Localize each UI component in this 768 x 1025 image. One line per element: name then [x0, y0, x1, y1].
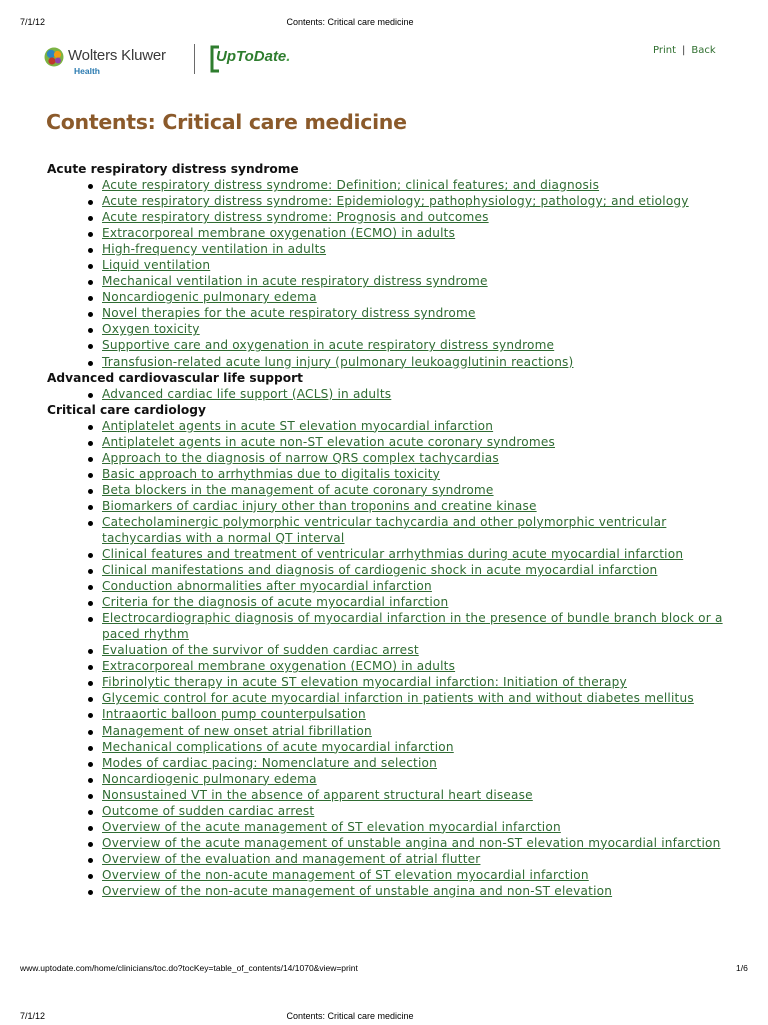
topic-link[interactable]: Novel therapies for the acute respiratory distress syndrome [102, 306, 476, 321]
wolters-kluwer-globe-icon [44, 47, 64, 67]
list-item [102, 450, 747, 466]
list-item [102, 209, 747, 225]
topic-link[interactable]: Extracorporeal membrane oxygenation (ECMO) in adults [102, 226, 456, 241]
topic-link[interactable]: Noncardiogenic pulmonary edema [102, 290, 317, 305]
list-item [102, 386, 747, 402]
list-item [102, 739, 747, 755]
topic-link[interactable]: Conduction abnormalities after myocardial infarction [102, 579, 432, 594]
topic-link[interactable]: Advanced cardiac life support (ACLS) in adults [102, 386, 392, 401]
print-header-bottom [0, 1011, 768, 1025]
topic-link[interactable]: Oxygen toxicity [102, 322, 200, 337]
list-item [102, 658, 747, 674]
topic-link[interactable]: High-frequency ventilation in adults [102, 242, 327, 257]
list-item [102, 177, 747, 193]
list-item [102, 241, 747, 257]
list-item [102, 787, 747, 803]
topic-link[interactable]: Acute respiratory distress syndrome: Definition; clinical features; and diagnosis [102, 178, 600, 192]
list-item [102, 867, 747, 883]
topic-link[interactable]: Acute respiratory distress syndrome: Epidemiology; pathophysiology; pathology; and etiology [102, 194, 689, 209]
list-item [102, 755, 747, 771]
list-item [102, 562, 747, 578]
table-of-contents [47, 161, 747, 899]
list-item [102, 642, 747, 658]
list-item [102, 610, 747, 642]
topic-link[interactable]: Management of new onset atrial fibrillation [102, 723, 372, 738]
list-item [102, 354, 747, 370]
topic-link[interactable]: Modes of cardiac pacing: Nomenclature and selection [102, 755, 438, 770]
topic-link[interactable]: Criteria for the diagnosis of acute myocardial infarction [102, 595, 449, 610]
section-heading: Advanced cardiovascular life support [47, 370, 303, 385]
topic-link[interactable]: Acute respiratory distress syndrome: Prognosis and outcomes [102, 210, 489, 225]
section-heading: Acute respiratory distress syndrome [47, 162, 299, 176]
topic-link[interactable]: Clinical features and treatment of ventricular arrhythmias during acute myocardial infarction [102, 546, 684, 561]
list-item [102, 771, 747, 787]
topic-link[interactable]: Beta blockers in the management of acute coronary syndrome [102, 482, 494, 497]
list-item [102, 434, 747, 450]
topic-link[interactable]: Basic approach to arrhythmias due to digitalis toxicity [102, 466, 441, 481]
section-heading: Critical care cardiology [47, 402, 206, 417]
print-date: 7/1/12 [20, 1011, 46, 1021]
list-item [102, 466, 747, 482]
page-title: Contents: Critical care medicine [46, 110, 407, 134]
list-item [102, 305, 747, 321]
list-item [102, 337, 747, 353]
topic-list [47, 386, 747, 402]
topic-link[interactable]: Transfusion-related acute lung injury (pulmonary leukoagglutinin reactions) [102, 354, 574, 369]
list-item [102, 546, 747, 562]
print-title: Contents: Critical care medicine [286, 17, 414, 27]
topic-link[interactable]: Mechanical ventilation in acute respiratory distress syndrome [102, 274, 488, 289]
list-item [102, 514, 747, 546]
topic-link[interactable]: Fibrinolytic therapy in acute ST elevation myocardial infarction: Initiation of therapy [102, 675, 627, 690]
brand-logos [44, 42, 304, 76]
uptodate-wordmark: UpToDate. [216, 48, 291, 65]
topic-link[interactable]: Clinical manifestations and diagnosis of cardiogenic shock in acute myocardial infarction [102, 563, 658, 578]
topic-link[interactable]: Evaluation of the survivor of sudden cardiac arrest [102, 643, 419, 658]
list-item [102, 578, 747, 594]
top-links [653, 45, 716, 56]
logo-divider [194, 44, 195, 74]
topic-link[interactable]: Supportive care and oxygenation in acute respiratory distress syndrome [102, 338, 555, 353]
topic-link[interactable]: Overview of the acute management of ST elevation myocardial infarction [102, 819, 561, 834]
wolters-kluwer-wordmark: Wolters Kluwer [68, 47, 166, 64]
footer-url: www.uptodate.com/home/clinicians/toc.do?tocKey=table_of_contents/14/1070&view=print [20, 963, 358, 973]
list-item [102, 594, 747, 610]
list-item [102, 803, 747, 819]
topic-link[interactable]: Overview of the non-acute management of unstable angina and non-ST elevation [102, 883, 613, 898]
print-date: 7/1/12 [20, 17, 46, 27]
topic-link[interactable]: Outcome of sudden cardiac arrest [102, 803, 315, 818]
topic-link[interactable]: Overview of the evaluation and management of atrial flutter [102, 851, 481, 866]
health-label: Health [74, 66, 100, 76]
footer-page-number: 1/6 [736, 963, 748, 973]
topic-link[interactable]: Electrocardiographic diagnosis of myocardial infarction in the presence of bundle branch block or a paced rhythm [102, 611, 723, 642]
topic-link[interactable]: Noncardiogenic pulmonary edema [102, 771, 317, 786]
topic-link[interactable]: Nonsustained VT in the absence of apparent structural heart disease [102, 787, 533, 802]
list-item [102, 674, 747, 690]
topic-link[interactable]: Biomarkers of cardiac injury other than troponins and creatine kinase [102, 498, 537, 513]
print-title: Contents: Critical care medicine [286, 1011, 414, 1021]
list-item [102, 690, 747, 706]
list-item [102, 225, 747, 241]
topic-link[interactable]: Approach to the diagnosis of narrow QRS complex tachycardias [102, 450, 499, 465]
list-item [102, 819, 747, 835]
print-link[interactable]: Print [653, 45, 677, 56]
topic-link[interactable]: Catecholaminergic polymorphic ventricular tachycardia and other polymorphic ventricular tachycardias with a normal QT interval [102, 514, 667, 545]
print-header-top [0, 17, 768, 31]
list-item [102, 273, 747, 289]
topic-link[interactable]: Intraaortic balloon pump counterpulsation [102, 707, 366, 722]
topic-link[interactable]: Antiplatelet agents in acute non-ST elevation acute coronary syndromes [102, 434, 555, 449]
list-item [102, 257, 747, 273]
link-separator: | [682, 45, 686, 56]
list-item [102, 706, 747, 722]
topic-link[interactable]: Extracorporeal membrane oxygenation (ECMO) in adults [102, 659, 456, 674]
topic-link[interactable]: Glycemic control for acute myocardial infarction in patients with and without diabetes mellitus [102, 691, 694, 706]
list-item [102, 193, 747, 209]
list-item [102, 498, 747, 514]
back-link[interactable]: Back [691, 45, 716, 56]
topic-link[interactable]: Liquid ventilation [102, 258, 211, 273]
topic-link[interactable]: Antiplatelet agents in acute ST elevation myocardial infarction [102, 418, 494, 433]
list-item [102, 723, 747, 739]
list-item [102, 289, 747, 305]
list-item [102, 851, 747, 867]
list-item [102, 418, 747, 434]
list-item [102, 835, 747, 851]
topic-link[interactable]: Mechanical complications of acute myocardial infarction [102, 739, 454, 754]
list-item [102, 883, 747, 899]
topic-list [47, 418, 747, 899]
topic-list [47, 177, 747, 370]
topic-link[interactable]: Overview of the acute management of unstable angina and non-ST elevation myocardial infarction [102, 835, 721, 850]
list-item [102, 482, 747, 498]
list-item [102, 321, 747, 337]
topic-link[interactable]: Overview of the non-acute management of ST elevation myocardial infarction [102, 867, 589, 882]
